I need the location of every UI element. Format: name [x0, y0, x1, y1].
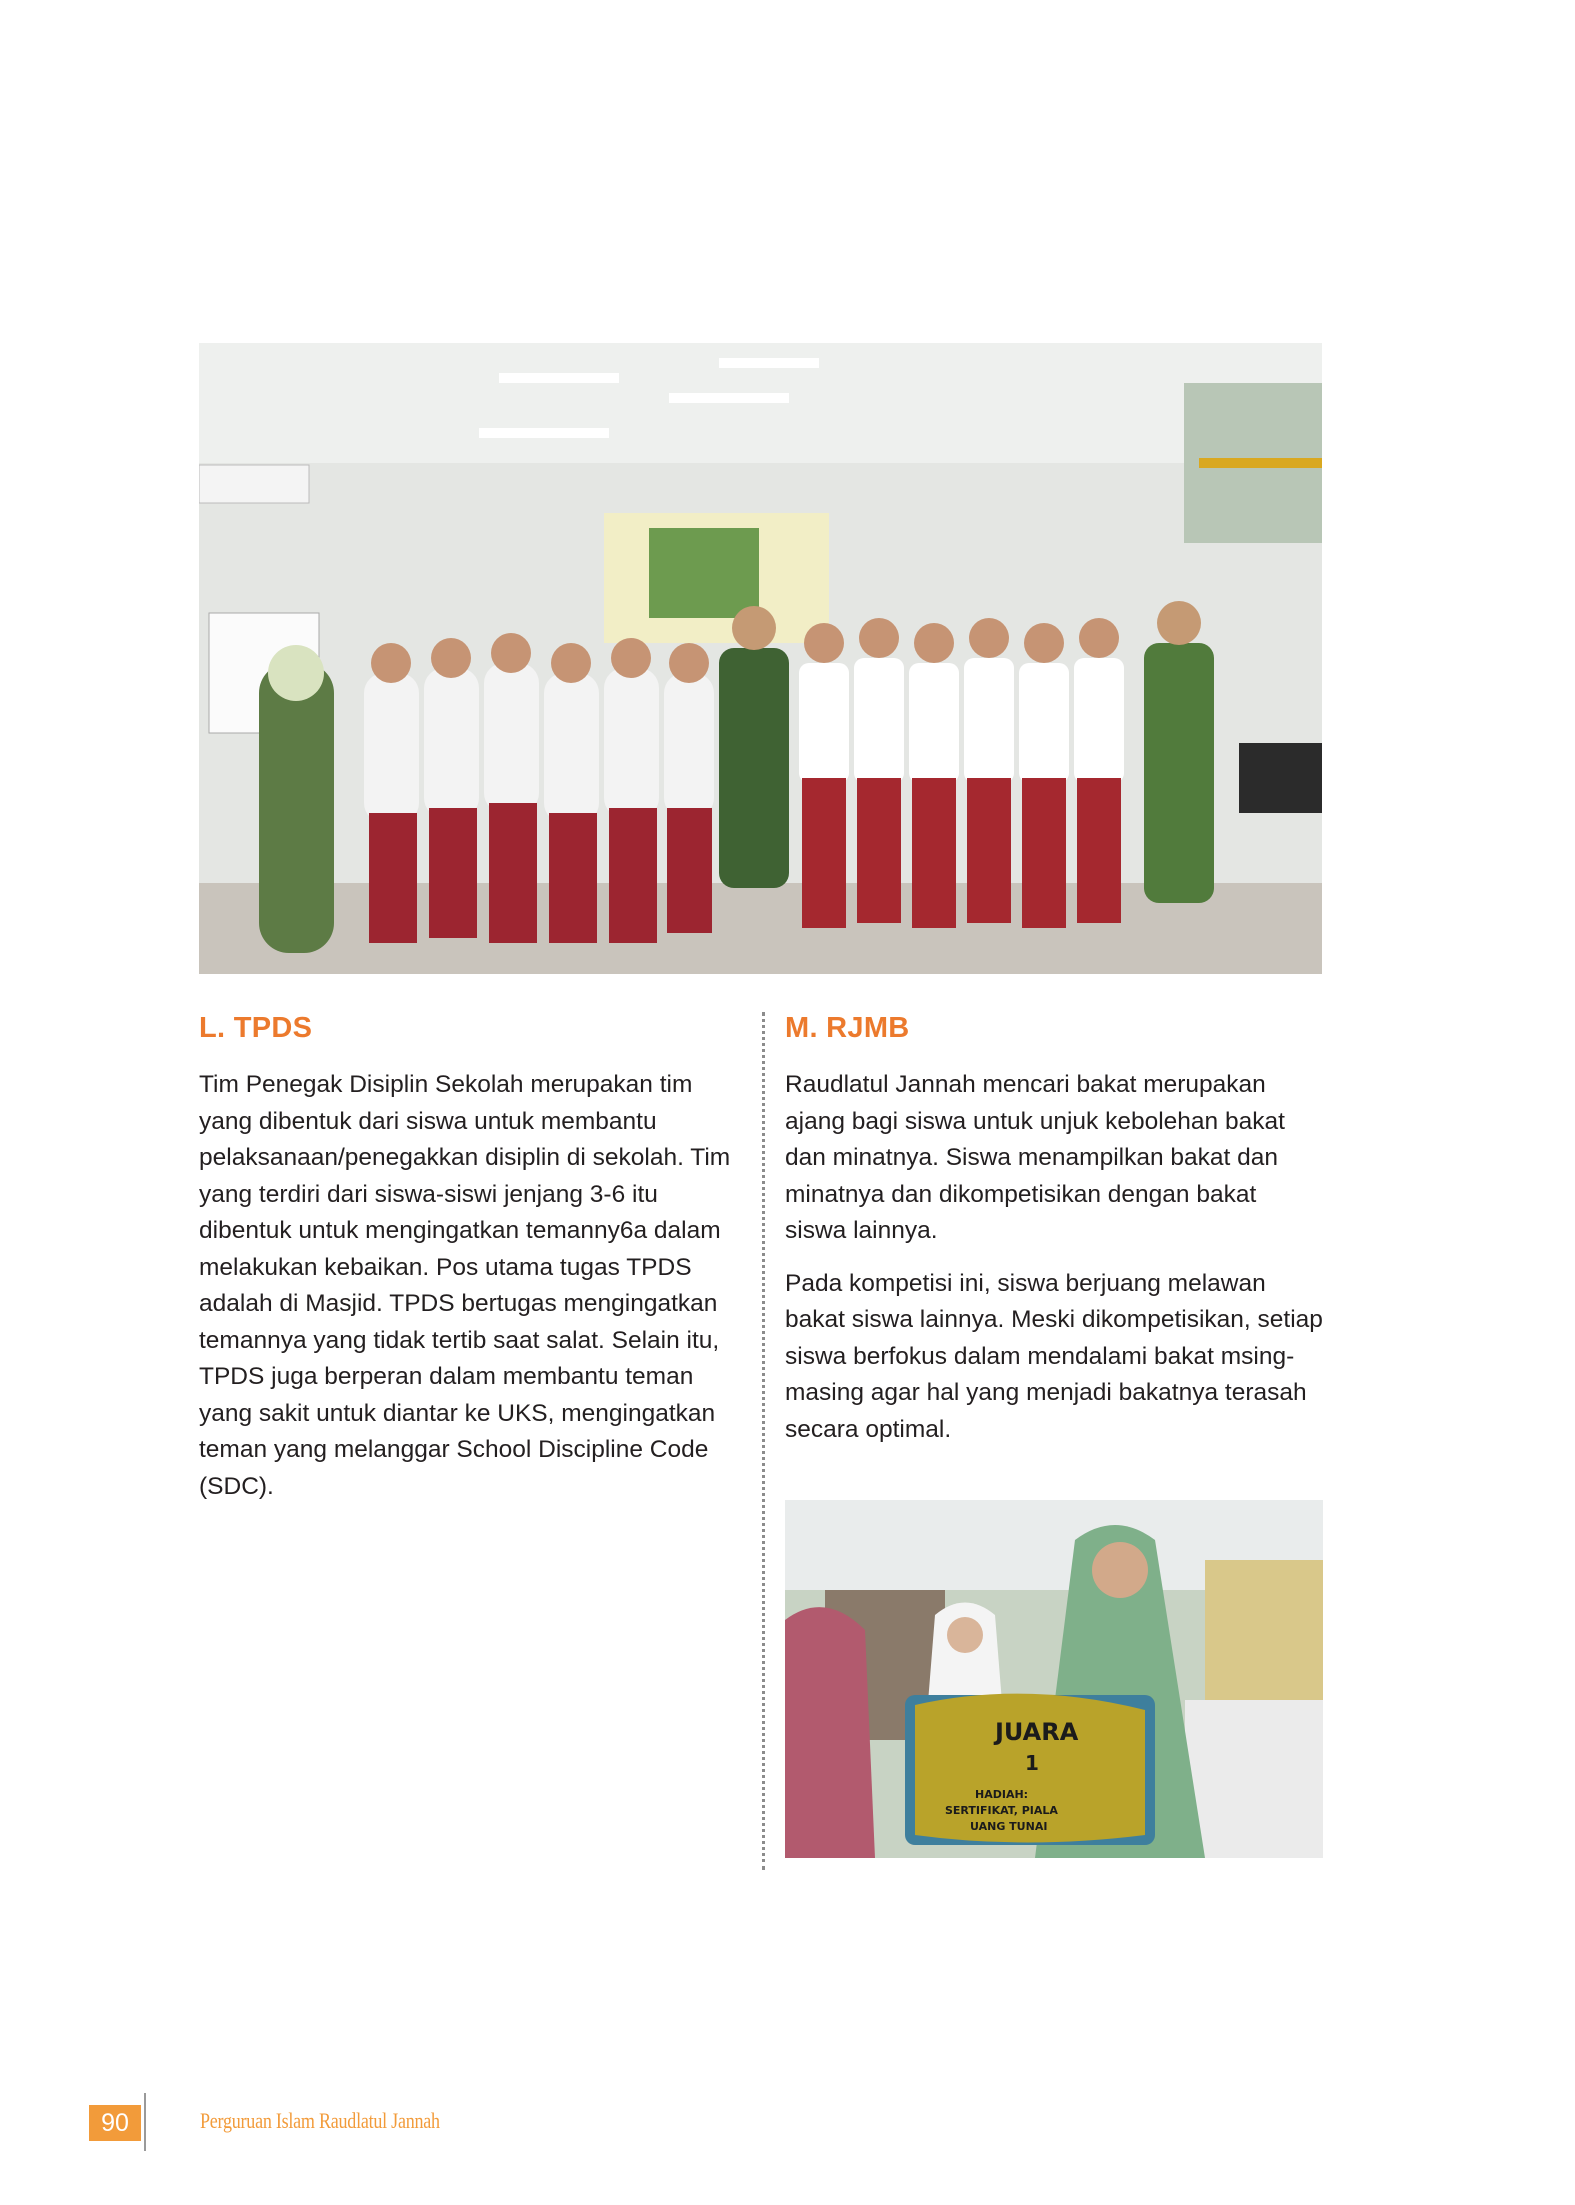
prize-photo-rjmb	[785, 1500, 1323, 1858]
group-photo-illustration	[199, 343, 1322, 974]
footer-divider	[144, 2093, 146, 2151]
section-tpds	[199, 1012, 744, 1521]
tpds-paragraph: Tim Penegak Disiplin Sekolah merupakan tim yang dibentuk dari siswa untuk membantu pelaksanaan/penegakkan disiplin di sekolah. Tim yang terdiri dari siswa-siswi jenjang 3-6 itu dibentuk untuk mengingatkan temanny6a dalam melakukan kebaikan. Pos utama tugas TPDS adalah di Masjid. TPDS bertugas mengingatkan temannya yang tidak tertib saat salat. Selain itu, TPDS juga berperan dalam membantu teman yang sakit untuk diantar ke UKS, mengingatkan teman yang melanggar School Discipline Code (SDC).	[199, 1071, 731, 1500]
section-heading-tpds: L. TPDS	[199, 1012, 313, 1044]
section-rjmb	[785, 1012, 1323, 1464]
prize-photo-illustration	[785, 1500, 1323, 1858]
page-number: 90	[89, 2105, 141, 2141]
prize-board-line3: HADIAH:	[975, 1788, 1029, 1801]
prize-board-line4: SERTIFIKAT, PIALA	[945, 1804, 1058, 1817]
section-heading-rjmb: M. RJMB	[785, 1012, 910, 1044]
rjmb-paragraph-2: Pada kompetisi ini, siswa berjuang melawan bakat siswa lainnya. Meski dikompetisikan, setiap siswa berfokus dalam mendalami bakat msing-masing agar hal yang menjadi bakatnya terasah secara optimal.	[785, 1269, 1323, 1443]
prize-board-title: JUARA	[995, 1718, 1079, 1746]
column-divider	[762, 1012, 765, 1870]
prize-board-rank: 1	[1025, 1751, 1039, 1775]
group-photo-tpds	[199, 343, 1322, 974]
rjmb-paragraph-1: Raudlatul Jannah mencari bakat merupakan ajang bagi siswa untuk unjuk kebolehan bakat dan minatnya. Siswa menampilkan bakat dan minatnya dan dikompetisikan dengan bakat siswa lainnya.	[785, 1071, 1285, 1244]
prize-board-line5: UANG TUNAI	[970, 1820, 1048, 1833]
publication-title: Perguruan Islam Raudlatul Jannah	[200, 2108, 440, 2133]
